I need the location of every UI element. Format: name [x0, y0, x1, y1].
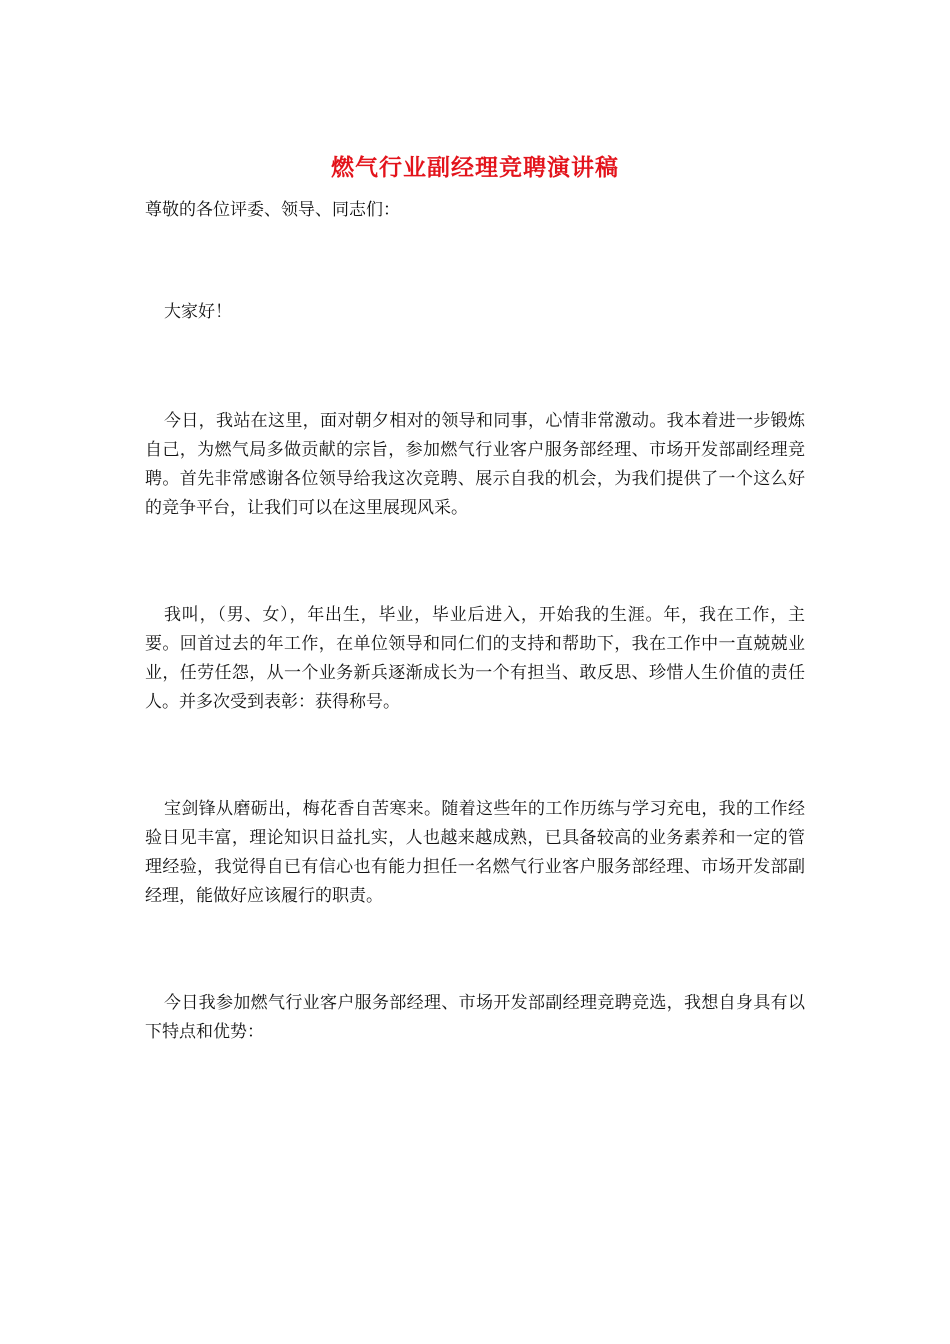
document-body [145, 150, 805, 1047]
salutation: 尊敬的各位评委、领导、同志们： [145, 200, 400, 220]
paragraph-advantages: 今日我参加燃气行业客户服务部经理、市场开发部副经理竞聘竞选，我想自身具有以下特点和优势： [145, 993, 805, 1042]
paragraph-greeting: 大家好！ [164, 302, 232, 322]
paragraph-personal-background: 我叫，（男、女），年出生，毕业，毕业后进入，开始我的生涯。年，我在工作，主要。回首过去的年工作，在单位领导和同仁们的支持和帮助下，我在工作中一直兢兢业业，任劳任怨，从一个业务新兵逐渐成长为一个有担当、敢反思、珍惜人生价值的责任人。并多次受到表彰：获得称号。 [145, 605, 805, 712]
paragraph-experience: 宝剑锋从磨砺出，梅花香自苦寒来。随着这些年的工作历练与学习充电，我的工作经验日见丰富，理论知识日益扎实，人也越来越成熟，已具备较高的业务素养和一定的管理经验，我觉得自已有信心也有能力担任一名燃气行业客户服务部经理、市场开发部副经理，能做好应该履行的职责。 [145, 799, 805, 906]
paragraph-introduction: 今日，我站在这里，面对朝夕相对的领导和同事，心情非常激动。我本着进一步锻炼自己，为燃气局多做贡献的宗旨，参加燃气行业客户服务部经理、市场开发部副经理竞聘。首先非常感谢各位领导给我这次竞聘、展示自我的机会，为我们提供了一个这么好的竞争平台，让我们可以在这里展现风采。 [145, 411, 805, 518]
document-title: 燃气行业副经理竞聘演讲稿 [331, 154, 619, 181]
